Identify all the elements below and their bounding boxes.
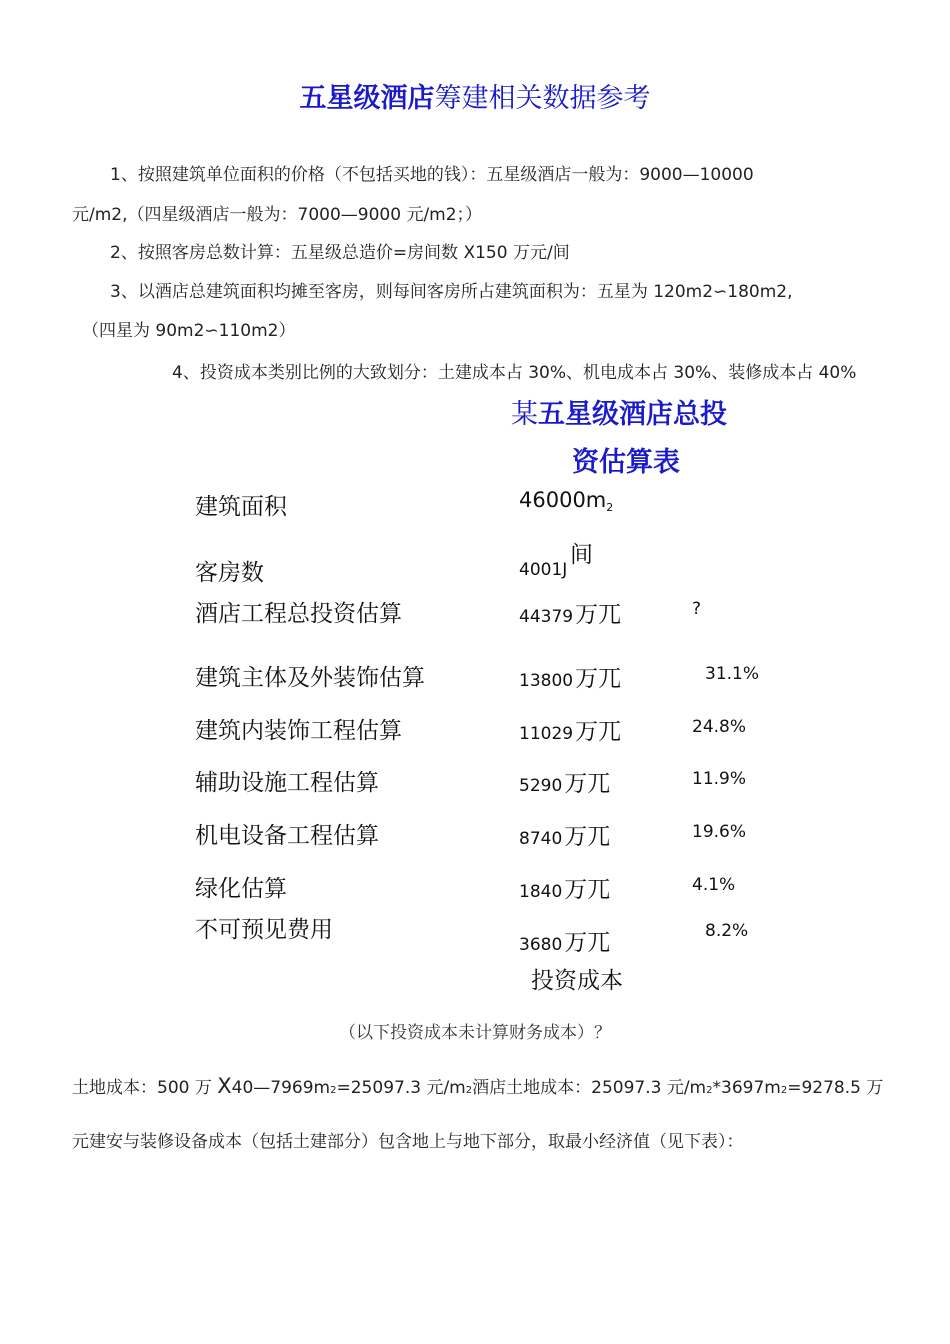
total-value-unit: 万兀 xyxy=(575,602,622,628)
paragraph-1: 1、按照建筑单位面积的价格（不包括买地的钱）：五星级酒店一般为：9000—10000 xyxy=(110,165,754,185)
row-label: 不可预见费用 xyxy=(195,917,333,943)
paragraph-3-cont: （四星为 90m2∽110m2） xyxy=(82,321,296,341)
row-value-unit: 万兀 xyxy=(575,666,622,692)
row-label: 建筑主体及外装饰估算 xyxy=(195,665,425,691)
row-label: 辅助设施工程估算 xyxy=(195,770,379,796)
row-value xyxy=(519,924,610,957)
paragraph-3: 3、以酒店总建筑面积均摊至客房，则每间客房所占建筑面积为：五星为 120m2∽180m2, xyxy=(110,282,793,302)
row-label: 绿化估算 xyxy=(195,876,287,902)
row-value-number: 11029 xyxy=(519,724,574,744)
rooms-value: 4001J xyxy=(519,560,568,580)
row-value-number: 8740 xyxy=(519,829,563,849)
row-value xyxy=(519,818,610,851)
bottom-l1-x: X xyxy=(217,1074,232,1098)
paragraph-1-cont: 元/m2,（四星级酒店一般为：7000—9000 元/m2；） xyxy=(72,205,483,225)
section-title: 投资成本 xyxy=(531,968,623,994)
row-value-unit: 万兀 xyxy=(564,930,611,956)
total-pct: ? xyxy=(692,599,702,619)
row-pct: 11.9% xyxy=(692,769,747,789)
bottom-line-1 xyxy=(72,1073,883,1098)
table-title-bold1: 五星级酒店总投 xyxy=(538,399,727,430)
area-value xyxy=(519,488,613,514)
table-title-light: 某 xyxy=(511,399,538,430)
table-title-line2: 资估算表 xyxy=(572,447,680,478)
row-pct: 8.2% xyxy=(705,921,749,941)
area-value-number: 46000m xyxy=(519,488,607,512)
bottom-l1-mid: 40—7969m xyxy=(231,1078,331,1098)
bottom-l1-b: 酒店土地成本：25097.3 元/m xyxy=(472,1078,707,1098)
row-value-number: 5290 xyxy=(519,776,563,796)
bottom-l1-prefix: 土地成本：500 万 xyxy=(72,1078,218,1098)
bottom-l1-sub: 2 xyxy=(706,1085,713,1096)
bottom-l1-sub: 2 xyxy=(330,1085,337,1096)
row-value xyxy=(519,871,610,904)
row-value xyxy=(519,765,610,798)
rooms-label: 客房数 xyxy=(195,560,264,586)
page-title xyxy=(0,76,950,115)
title-rest: 筹建相关数据参考 xyxy=(434,83,651,114)
row-label: 机电设备工程估算 xyxy=(195,823,379,849)
row-pct: 19.6% xyxy=(692,822,747,842)
paragraph-2: 2、按照客房总数计算：五星级总造价=房间数 X150 万元/间 xyxy=(110,243,570,263)
title-bold: 五星级酒店 xyxy=(299,83,435,114)
row-value-number: 1840 xyxy=(519,882,563,902)
note: （以下投资成本未计算财务成本）？ xyxy=(339,1023,611,1043)
table-title-line1 xyxy=(511,392,727,431)
bottom-l1-a: =25097.3 元/m xyxy=(336,1078,466,1098)
row-label: 建筑内装饰工程估算 xyxy=(195,718,402,744)
paragraph-4: 4、投资成本类别比例的大致划分：土建成本占 30%、机电成本占 30%、装修成本占 40% xyxy=(172,363,857,383)
bottom-line-2: 元建安与装修设备成本（包括土建部分）包含地上与地下部分，取最小经济值（见下表）： xyxy=(72,1132,744,1152)
row-value-unit: 万兀 xyxy=(575,719,622,745)
area-value-sub: 2 xyxy=(606,501,614,514)
total-label: 酒店工程总投资估算 xyxy=(195,601,402,627)
bottom-l1-d: =9278.5 万 xyxy=(787,1078,884,1098)
row-pct: 31.1% xyxy=(705,664,760,684)
rooms-unit: 间 xyxy=(570,542,593,568)
row-pct: 24.8% xyxy=(692,717,747,737)
row-value-unit: 万兀 xyxy=(564,771,611,797)
row-value xyxy=(519,660,621,693)
row-value-unit: 万兀 xyxy=(564,877,611,903)
bottom-l1-sub: 2 xyxy=(780,1085,788,1096)
total-value xyxy=(519,596,621,629)
total-value-number: 44379 xyxy=(519,607,574,627)
row-pct: 4.1% xyxy=(692,875,736,895)
area-label: 建筑面积 xyxy=(195,494,287,520)
row-value-number: 3680 xyxy=(519,935,563,955)
bottom-l1-c: *3697m xyxy=(712,1078,781,1098)
bottom-l1-sub: 2 xyxy=(465,1085,473,1096)
row-value-number: 13800 xyxy=(519,671,574,691)
row-value-unit: 万兀 xyxy=(564,824,611,850)
row-value xyxy=(519,713,621,746)
